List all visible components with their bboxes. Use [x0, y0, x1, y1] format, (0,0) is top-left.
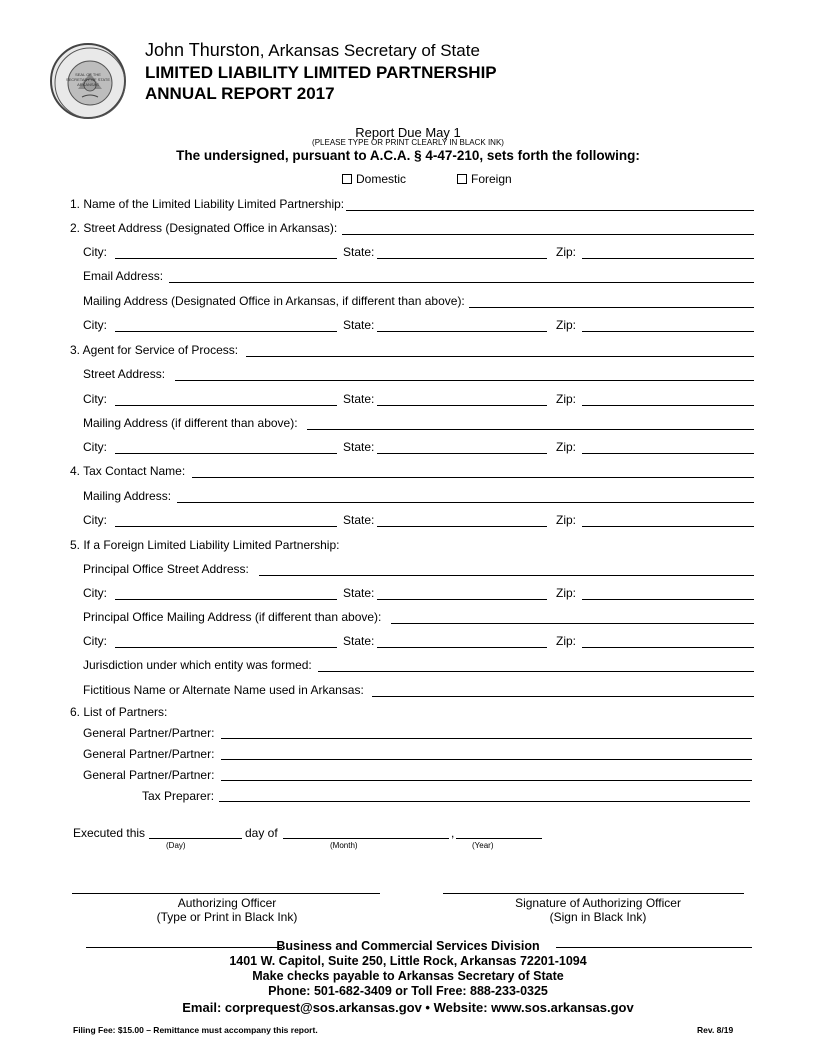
principal-mailing-label: Principal Office Mailing Address (if different than above): — [83, 610, 382, 624]
city-field[interactable] — [115, 647, 337, 648]
city-label: City: — [83, 586, 107, 600]
foreign-label: Foreign — [471, 172, 512, 186]
city-field[interactable] — [115, 599, 337, 600]
mailing-designated-field[interactable] — [469, 307, 754, 308]
state-label: State: — [343, 513, 375, 527]
contact-line: Email: corprequest@sos.arkansas.gov • Website: www.sos.arkansas.gov — [182, 1000, 634, 1015]
tax-contact-field[interactable] — [192, 477, 754, 478]
city-field[interactable] — [115, 405, 337, 406]
checks-payable: Make checks payable to Arkansas Secretary of State — [252, 969, 564, 983]
q4-label: 4. Tax Contact Name: — [70, 464, 186, 478]
zip-label: Zip: — [556, 440, 577, 454]
general-partner-label: General Partner/Partner: — [83, 768, 215, 782]
city-label: City: — [83, 318, 107, 332]
q1-label: 1. Name of the Limited Liability Limited Partnership: — [70, 197, 345, 211]
state-field[interactable] — [377, 526, 547, 527]
day-of-label: day of — [245, 826, 278, 840]
q2-label: 2. Street Address (Designated Office in Arkansas): — [70, 221, 338, 235]
division-address: 1401 W. Capitol, Suite 250, Little Rock, Arkansas 72201-1094 — [229, 954, 587, 968]
secretary-office: , Arkansas Secretary of State — [259, 41, 480, 60]
state-field[interactable] — [377, 453, 547, 454]
city-field[interactable] — [115, 331, 337, 332]
officer-caption — [72, 896, 382, 924]
revision: Rev. 8/19 — [697, 1025, 734, 1035]
execution-month-field[interactable] — [283, 838, 449, 839]
foreign-checkbox[interactable] — [457, 174, 467, 184]
agent-name-field[interactable] — [246, 356, 754, 357]
principal-mailing-field[interactable] — [391, 623, 754, 624]
city-field[interactable] — [115, 526, 337, 527]
general-partner-field[interactable] — [221, 759, 752, 760]
officer-signature-field[interactable] — [443, 893, 744, 894]
print-note: (PLEASE TYPE OR PRINT CLEARLY IN BLACK INK) — [312, 138, 504, 147]
q6-label: 6. List of Partners: — [70, 705, 168, 719]
zip-field[interactable] — [582, 405, 754, 406]
general-partner-label: General Partner/Partner: — [83, 726, 215, 740]
state-label: State: — [343, 318, 375, 332]
zip-field[interactable] — [582, 647, 754, 648]
form-title — [145, 62, 497, 104]
principal-street-field[interactable] — [259, 575, 754, 576]
mailing-designated-label: Mailing Address (Designated Office in Arkansas, if different than above): — [83, 294, 465, 308]
executed-this-label: Executed this — [73, 826, 146, 840]
city-label: City: — [83, 440, 107, 454]
q5-label: 5. If a Foreign Limited Liability Limited Partnership: — [70, 538, 340, 552]
zip-label: Zip: — [556, 318, 577, 332]
officer-note: (Type or Print in Black Ink) — [156, 910, 298, 924]
zip-field[interactable] — [582, 526, 754, 527]
principal-street-label: Principal Office Street Address: — [83, 562, 249, 576]
report-due: Report Due May 1 — [355, 125, 461, 140]
street-label: Street Address: — [83, 367, 166, 381]
zip-label: Zip: — [556, 513, 577, 527]
officer-name-field[interactable] — [72, 893, 380, 894]
state-field[interactable] — [377, 405, 547, 406]
city-label: City: — [83, 245, 107, 259]
execution-comma: , — [451, 826, 455, 840]
form-title-line1: LIMITED LIABILITY LIMITED PARTNERSHIP — [145, 63, 497, 82]
year-caption: (Year) — [472, 841, 494, 850]
general-partner-label: General Partner/Partner: — [83, 747, 215, 761]
email-label: Email Address: — [83, 269, 164, 283]
signature-note: (Sign in Black Ink) — [549, 910, 647, 924]
zip-field[interactable] — [582, 599, 754, 600]
tax-preparer-field[interactable] — [219, 801, 750, 802]
foreign-option[interactable] — [457, 172, 512, 186]
street-address-field[interactable] — [342, 234, 754, 235]
division-name: Business and Commercial Services Division — [276, 939, 540, 953]
secretary-heading — [145, 40, 480, 61]
zip-field[interactable] — [582, 453, 754, 454]
state-field[interactable] — [377, 647, 547, 648]
agent-mailing-field[interactable] — [307, 429, 754, 430]
fictitious-field[interactable] — [372, 696, 754, 697]
zip-label: Zip: — [556, 586, 577, 600]
state-field[interactable] — [377, 331, 547, 332]
officer-label: Authorizing Officer — [177, 896, 277, 910]
domestic-label: Domestic — [356, 172, 407, 186]
partnership-name-field[interactable] — [346, 210, 754, 211]
jurisdiction-label: Jurisdiction under which entity was formed: — [83, 658, 312, 672]
phone-line: Phone: 501-682-3409 or Toll Free: 888-233-0325 — [268, 984, 548, 998]
execution-year-field[interactable] — [456, 838, 542, 839]
pursuant-statement: The undersigned, pursuant to A.C.A. § 4-47-210, sets forth the following: — [176, 148, 640, 163]
q3-label: 3. Agent for Service of Process: — [70, 343, 239, 357]
zip-label: Zip: — [556, 634, 577, 648]
email-field[interactable] — [169, 282, 754, 283]
secretary-name: John Thurston — [145, 40, 260, 60]
agent-street-field[interactable] — [175, 380, 754, 381]
zip-field[interactable] — [582, 258, 754, 259]
mailing-label: Mailing Address: — [83, 489, 172, 503]
state-label: State: — [343, 634, 375, 648]
city-field[interactable] — [115, 453, 337, 454]
city-label: City: — [83, 634, 107, 648]
state-field[interactable] — [377, 599, 547, 600]
jurisdiction-field[interactable] — [318, 671, 754, 672]
zip-label: Zip: — [556, 392, 577, 406]
general-partner-field[interactable] — [221, 780, 752, 781]
signature-caption — [443, 896, 753, 924]
month-caption: (Month) — [330, 841, 358, 850]
execution-day-field[interactable] — [149, 838, 242, 839]
day-caption: (Day) — [166, 841, 186, 850]
general-partner-field[interactable] — [221, 738, 752, 739]
domestic-option[interactable] — [342, 172, 406, 186]
tax-preparer-label: Tax Preparer: — [142, 789, 215, 803]
form-title-line2: ANNUAL REPORT 2017 — [145, 84, 335, 103]
seal-text: SEAL OF THE SECRETARY OF STATE ARKANSAS — [65, 72, 111, 87]
tax-mailing-field[interactable] — [177, 502, 754, 503]
mailing-diff-label: Mailing Address (if different than above): — [83, 416, 298, 430]
state-label: State: — [343, 440, 375, 454]
zip-field[interactable] — [582, 331, 754, 332]
fictitious-label: Fictitious Name or Alternate Name used in Arkansas: — [83, 683, 364, 697]
city-label: City: — [83, 392, 107, 406]
city-field[interactable] — [115, 258, 337, 259]
city-label: City: — [83, 513, 107, 527]
filing-fee: Filing Fee: $15.00 – Remittance must accompany this report. — [73, 1025, 318, 1035]
state-label: State: — [343, 392, 375, 406]
zip-label: Zip: — [556, 245, 577, 259]
state-field[interactable] — [377, 258, 547, 259]
state-label: State: — [343, 245, 375, 259]
domestic-checkbox[interactable] — [342, 174, 352, 184]
signature-label: Signature of Authorizing Officer — [515, 896, 681, 910]
state-label: State: — [343, 586, 375, 600]
